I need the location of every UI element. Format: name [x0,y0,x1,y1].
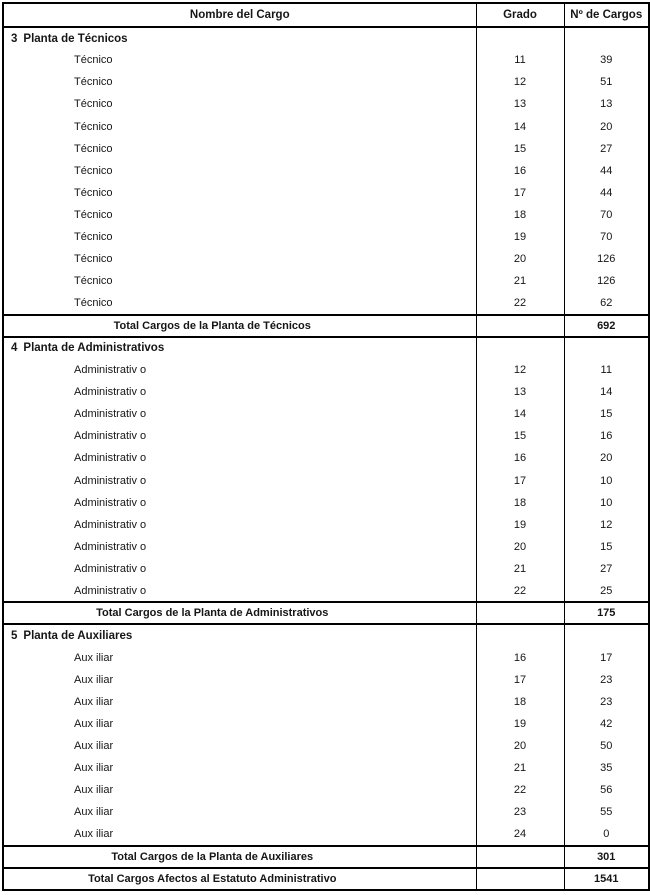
num-cargos-value: 16 [564,425,649,447]
table-row [3,359,649,381]
grado-value: 12 [476,71,564,93]
table-row [3,470,649,492]
num-cargos-value: 23 [564,669,649,691]
cargo-name: Administrativ o [3,359,476,381]
num-cargos-value: 25 [564,580,649,602]
table-row [3,824,649,846]
cargo-name: Aux iliar [3,735,476,757]
num-cargos-value: 27 [564,558,649,580]
table-row [3,182,649,204]
num-cargos-value: 20 [564,447,649,469]
table-row [3,713,649,735]
cargo-name: Técnico [3,270,476,292]
empty-cell [476,27,564,49]
grado-value: 20 [476,248,564,270]
section-number: 4 [11,342,18,355]
cargo-name: Técnico [3,248,476,270]
col-header-nombre-del-cargo: Nombre del Cargo [3,3,476,27]
grado-value: 21 [476,270,564,292]
col-header-grado: Grado [476,3,564,27]
grado-value: 18 [476,492,564,514]
table-row [3,735,649,757]
cargo-name: Aux iliar [3,779,476,801]
num-cargos-value: 27 [564,138,649,160]
cargo-name: Administrativ o [3,470,476,492]
section-total-label: Total Cargos de la Planta de Auxiliares [3,846,476,868]
table-row [3,425,649,447]
section-title: Planta de Administrativos [23,342,165,355]
grado-value: 16 [476,647,564,669]
cargo-name: Administrativ o [3,492,476,514]
empty-cell [476,846,564,868]
section-header-row-auxiliares [3,624,649,646]
grado-value: 21 [476,757,564,779]
section-total-label: Total Cargos de la Planta de Administrativos [3,602,476,624]
num-cargos-value: 10 [564,470,649,492]
empty-cell [564,624,649,646]
grado-value: 18 [476,691,564,713]
section-total-row-administrativos [3,602,649,624]
cargo-name: Administrativ o [3,558,476,580]
table-row [3,116,649,138]
grado-value: 14 [476,116,564,138]
grado-value: 16 [476,160,564,182]
header-row [3,3,649,27]
cargo-name: Técnico [3,204,476,226]
grado-value: 24 [476,824,564,846]
table-row [3,647,649,669]
grado-value: 16 [476,447,564,469]
num-cargos-value: 11 [564,359,649,381]
table-row [3,757,649,779]
empty-cell [476,868,564,890]
num-cargos-value: 51 [564,71,649,93]
table-row [3,138,649,160]
num-cargos-value: 20 [564,116,649,138]
section-number: 3 [11,32,18,45]
num-cargos-value: 10 [564,492,649,514]
cargo-name: Administrativ o [3,447,476,469]
table-row [3,801,649,823]
cargo-name: Técnico [3,138,476,160]
cargo-name: Administrativ o [3,536,476,558]
table-row [3,381,649,403]
empty-cell [476,315,564,337]
num-cargos-value: 126 [564,248,649,270]
num-cargos-value: 126 [564,270,649,292]
grado-value: 21 [476,558,564,580]
num-cargos-value: 62 [564,293,649,315]
section-title: Planta de Auxiliares [23,629,133,642]
cargo-name: Aux iliar [3,801,476,823]
table-row [3,691,649,713]
num-cargos-value: 44 [564,182,649,204]
table-row [3,447,649,469]
cargo-name: Técnico [3,71,476,93]
empty-cell [476,337,564,359]
grado-value: 13 [476,381,564,403]
empty-cell [476,624,564,646]
table-row [3,248,649,270]
empty-cell [476,602,564,624]
num-cargos-value: 14 [564,381,649,403]
table-row [3,293,649,315]
grado-value: 19 [476,226,564,248]
grado-value: 12 [476,359,564,381]
cargo-name: Administrativ o [3,403,476,425]
section-title: Planta de Técnicos [23,32,128,45]
grado-value: 17 [476,470,564,492]
grand-total-label: Total Cargos Afectos al Estatuto Administrativo [3,868,476,890]
num-cargos-value: 17 [564,647,649,669]
grand-total-row [3,868,649,890]
num-cargos-value: 56 [564,779,649,801]
section-total-value: 301 [564,846,649,868]
grado-value: 18 [476,204,564,226]
cargo-name: Aux iliar [3,713,476,735]
section-total-value: 692 [564,315,649,337]
num-cargos-value: 55 [564,801,649,823]
table-row [3,71,649,93]
section-total-row-auxiliares [3,846,649,868]
section-title-cell [3,27,476,49]
col-header-num-cargos: Nº de Cargos [564,3,649,27]
cargo-name: Técnico [3,49,476,71]
cargo-name: Administrativ o [3,425,476,447]
num-cargos-value: 12 [564,514,649,536]
num-cargos-value: 13 [564,93,649,115]
table-row [3,49,649,71]
num-cargos-value: 42 [564,713,649,735]
grand-total-value: 1541 [564,868,649,890]
num-cargos-value: 70 [564,226,649,248]
section-total-value: 175 [564,602,649,624]
grado-value: 11 [476,49,564,71]
cargo-name: Técnico [3,226,476,248]
grado-value: 20 [476,735,564,757]
cargo-name: Técnico [3,116,476,138]
grado-value: 19 [476,713,564,735]
num-cargos-value: 0 [564,824,649,846]
table-row [3,270,649,292]
empty-cell [564,27,649,49]
table-row [3,779,649,801]
table-row [3,160,649,182]
grado-value: 20 [476,536,564,558]
grado-value: 17 [476,669,564,691]
section-number: 5 [11,629,18,642]
section-total-row-tecnicos [3,315,649,337]
cargo-name: Técnico [3,160,476,182]
table-row [3,226,649,248]
num-cargos-value: 39 [564,49,649,71]
num-cargos-value: 23 [564,691,649,713]
num-cargos-value: 15 [564,403,649,425]
grado-value: 14 [476,403,564,425]
grado-value: 22 [476,580,564,602]
table-row [3,558,649,580]
cargo-name: Aux iliar [3,757,476,779]
cargo-name: Aux iliar [3,647,476,669]
cargo-name: Técnico [3,93,476,115]
section-title-cell [3,337,476,359]
section-total-label: Total Cargos de la Planta de Técnicos [3,315,476,337]
grado-value: 13 [476,93,564,115]
num-cargos-value: 35 [564,757,649,779]
section-title-cell [3,624,476,646]
grado-value: 15 [476,425,564,447]
cargos-table [2,2,650,891]
cargo-name: Aux iliar [3,824,476,846]
cargo-name: Administrativ o [3,580,476,602]
empty-cell [564,337,649,359]
cargo-name: Técnico [3,182,476,204]
num-cargos-value: 70 [564,204,649,226]
grado-value: 17 [476,182,564,204]
grado-value: 23 [476,801,564,823]
grado-value: 22 [476,293,564,315]
section-header-row-tecnicos [3,27,649,49]
cargo-name: Técnico [3,293,476,315]
table-row [3,514,649,536]
grado-value: 15 [476,138,564,160]
table-row [3,492,649,514]
num-cargos-value: 15 [564,536,649,558]
grado-value: 22 [476,779,564,801]
num-cargos-value: 44 [564,160,649,182]
table-row [3,403,649,425]
grado-value: 19 [476,514,564,536]
table-row [3,93,649,115]
cargo-name: Aux iliar [3,691,476,713]
section-header-row-administrativos [3,337,649,359]
table-row [3,536,649,558]
cargo-name: Administrativ o [3,381,476,403]
table-row [3,580,649,602]
cargo-name: Administrativ o [3,514,476,536]
cargo-name: Aux iliar [3,669,476,691]
table-row [3,204,649,226]
num-cargos-value: 50 [564,735,649,757]
table-row [3,669,649,691]
